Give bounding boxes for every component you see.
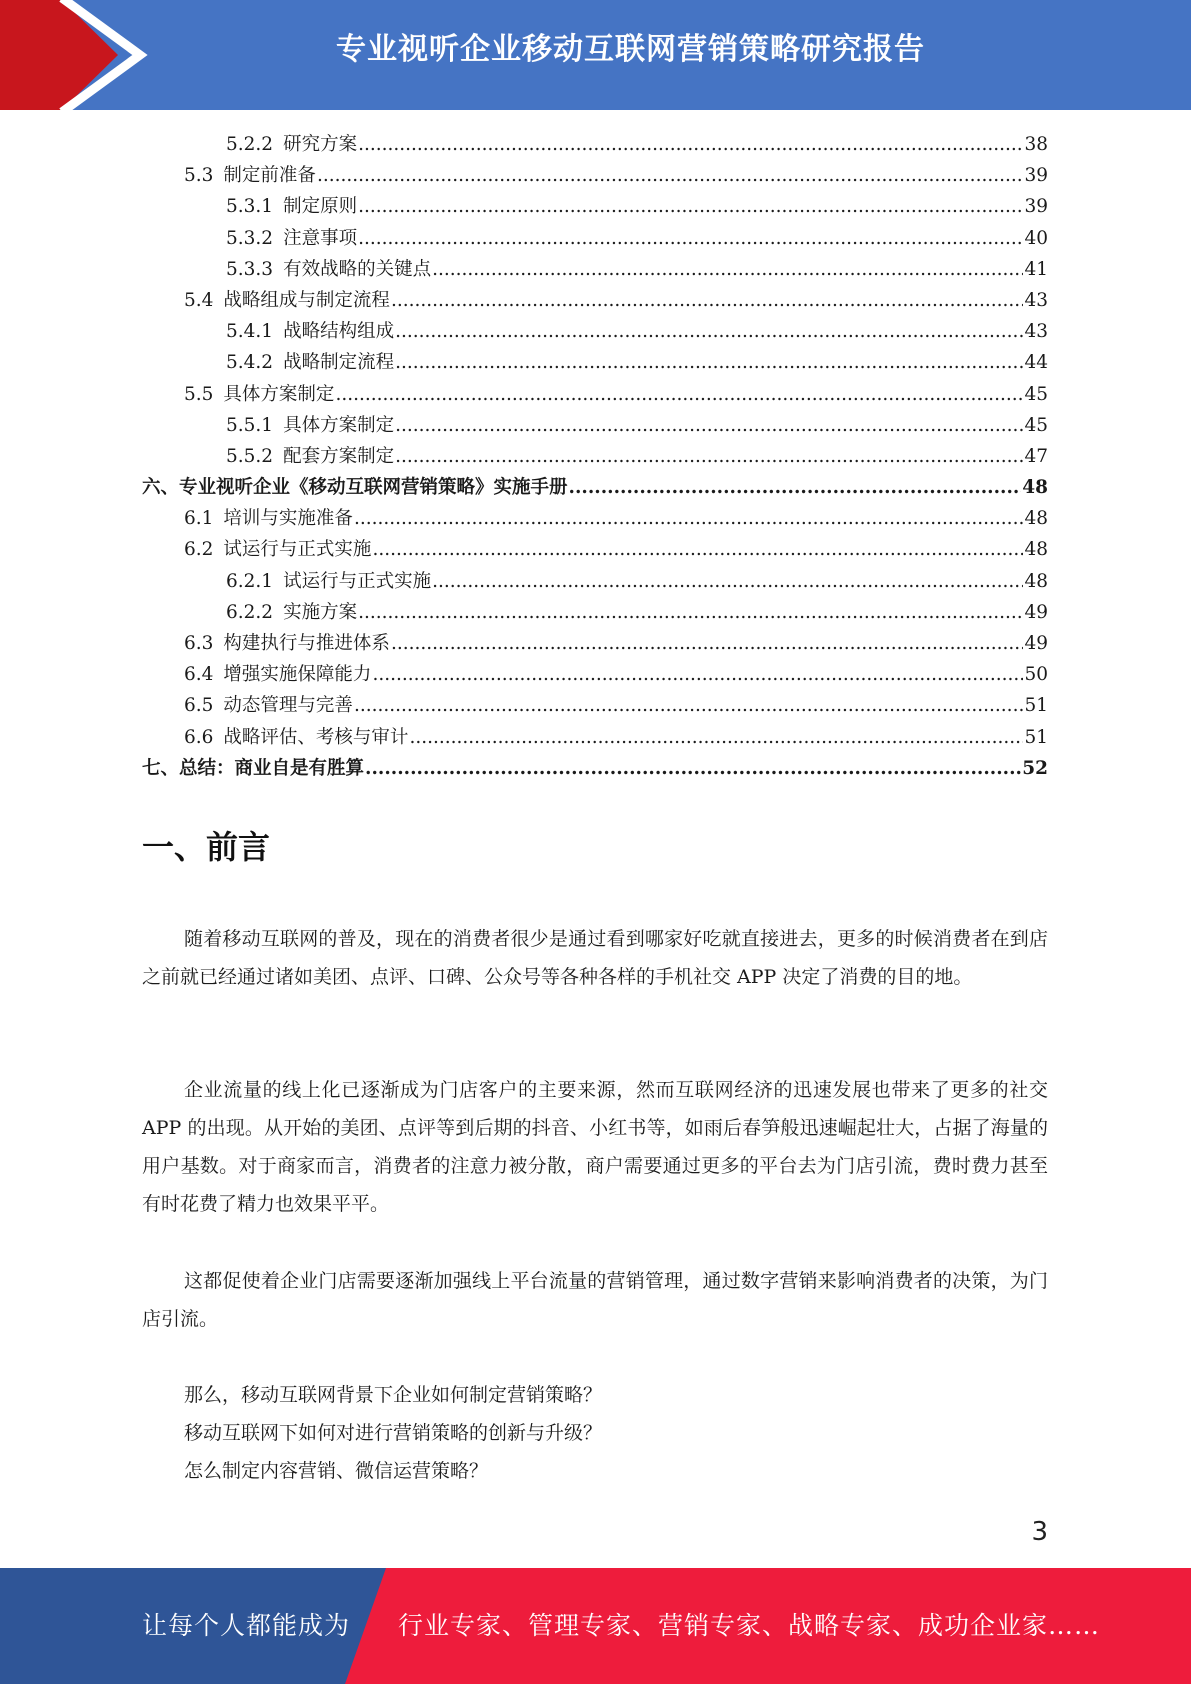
toc-entry-number: 5.5.1 <box>226 414 274 436</box>
toc-entry-title: 构建执行与推进体系 <box>223 633 390 654</box>
question-line: 怎么制定内容营销、微信运营策略？ <box>184 1460 489 1482</box>
toc-entry-number: 6.4 <box>184 664 214 686</box>
toc-entry-number: 6.3 <box>184 633 214 654</box>
toc-entry-number: 6.5 <box>184 695 214 717</box>
header-chevron-decoration <box>0 0 160 110</box>
report-title: 专业视听企业移动互联网营销策略研究报告 <box>336 32 925 67</box>
toc-dot-leader <box>365 753 1021 784</box>
toc-entry[interactable] <box>142 191 1048 222</box>
toc-entry-page: 48 <box>1024 570 1048 592</box>
toc-entry-number: 6.6 <box>184 726 214 748</box>
footer-slogan-left: 让每个人都能成为 <box>142 1611 351 1640</box>
toc-entry[interactable] <box>142 410 1048 441</box>
toc-dot-leader <box>335 379 1023 410</box>
toc-entry-title: 试运行与正式实施 <box>223 539 372 561</box>
toc-dot-leader <box>358 597 1023 628</box>
toc-dot-leader <box>395 441 1023 472</box>
toc-entry-page: 43 <box>1024 289 1048 311</box>
question-list <box>184 1376 602 1490</box>
toc-entry-page: 48 <box>1024 508 1048 530</box>
toc-entry-number: 5.4 <box>184 289 214 311</box>
toc-entry[interactable] <box>142 223 1048 254</box>
toc-dot-leader <box>569 472 1022 503</box>
toc-dot-leader <box>391 628 1024 659</box>
toc-entry[interactable] <box>142 160 1048 191</box>
toc-entry-page: 40 <box>1024 227 1048 249</box>
toc-entry-number: 5.4.1 <box>226 321 274 343</box>
toc-entry[interactable] <box>142 566 1048 597</box>
toc-entry[interactable] <box>142 503 1048 534</box>
toc-entry-page: 52 <box>1022 757 1048 779</box>
toc-dot-leader <box>395 347 1023 378</box>
toc-entry-title: 动态管理与完善 <box>223 695 353 717</box>
toc-entry[interactable] <box>142 379 1048 410</box>
toc-dot-leader <box>358 129 1023 160</box>
toc-entry-title: 战略组成与制定流程 <box>223 289 390 311</box>
toc-entry-title: 制定原则 <box>283 196 358 218</box>
toc-entry-title: 实施方案 <box>283 601 358 623</box>
toc-dot-leader <box>358 223 1023 254</box>
toc-entry[interactable] <box>142 534 1048 565</box>
toc-entry-page: 48 <box>1024 539 1048 561</box>
page-header <box>0 0 1191 110</box>
toc-dot-leader <box>391 285 1024 316</box>
toc-entry-title: 有效战略的关键点 <box>283 258 432 280</box>
toc-entry-page: 45 <box>1024 383 1048 405</box>
toc-entry-title: 战略结构组成 <box>283 321 395 343</box>
toc-entry-title: 配套方案制定 <box>283 445 395 467</box>
toc-entry[interactable] <box>142 472 1048 503</box>
toc-entry[interactable] <box>142 285 1048 316</box>
toc-entry[interactable] <box>142 753 1048 784</box>
toc-entry-page: 47 <box>1024 445 1048 467</box>
toc-entry-page: 48 <box>1022 477 1048 499</box>
toc-entry-title: 增强实施保障能力 <box>223 664 372 686</box>
toc-entry-page: 50 <box>1024 664 1048 686</box>
toc-entry[interactable] <box>142 347 1048 378</box>
footer-slogan-right: 行业专家、管理专家、营销专家、战略专家、成功企业家…… <box>398 1611 1101 1640</box>
toc-entry[interactable] <box>142 628 1048 659</box>
toc-entry-page: 49 <box>1024 601 1048 623</box>
table-of-contents <box>142 129 1048 784</box>
toc-entry-number: 5.3 <box>184 165 214 187</box>
toc-entry[interactable] <box>142 316 1048 347</box>
toc-entry-title: 具体方案制定 <box>283 414 395 436</box>
toc-entry-number: 5.2.2 <box>226 134 274 155</box>
page-number: 3 <box>1031 1517 1048 1547</box>
toc-dot-leader <box>372 659 1023 690</box>
toc-entry-title: 注意事项 <box>283 227 358 249</box>
toc-entry-title: 战略制定流程 <box>283 352 395 374</box>
toc-entry[interactable] <box>142 722 1048 753</box>
toc-entry-page: 39 <box>1024 165 1048 187</box>
toc-entry-page: 41 <box>1024 258 1048 280</box>
page-footer <box>0 1568 1191 1684</box>
toc-dot-leader <box>409 722 1023 753</box>
paragraph: 这都促使着企业门店需要逐渐加强线上平台流量的营销管理，通过数字营销来影响消费者的决策，为门店引流。 <box>142 1270 1048 1330</box>
toc-dot-leader <box>354 503 1024 534</box>
toc-entry-number: 5.3.3 <box>226 258 274 280</box>
toc-entry[interactable] <box>142 441 1048 472</box>
toc-dot-leader <box>372 534 1023 565</box>
toc-entry-page: 39 <box>1024 196 1048 218</box>
toc-entry-page: 45 <box>1024 414 1048 436</box>
toc-entry-number: 5.4.2 <box>226 352 274 374</box>
toc-entry-page: 38 <box>1024 134 1048 155</box>
question-line: 移动互联网下如何对进行营销策略的创新与升级？ <box>184 1422 603 1444</box>
toc-entry-number: 5.5 <box>184 383 214 405</box>
toc-dot-leader <box>317 160 1024 191</box>
toc-entry-page: 51 <box>1024 695 1048 717</box>
toc-entry-page: 44 <box>1024 352 1048 374</box>
toc-entry-number: 6.2.2 <box>226 601 274 623</box>
toc-entry[interactable] <box>142 659 1048 690</box>
toc-entry-title: 制定前准备 <box>223 165 316 187</box>
toc-dot-leader <box>395 316 1023 347</box>
toc-entry-title: 六、专业视听企业《移动互联网营销策略》实施手册 <box>142 477 568 499</box>
toc-entry[interactable] <box>142 690 1048 721</box>
toc-entry-title: 研究方案 <box>283 134 358 155</box>
toc-entry-number: 6.1 <box>184 508 214 530</box>
toc-entry-title: 战略评估、考核与审计 <box>223 726 409 748</box>
toc-entry-number: 5.3.1 <box>226 196 274 218</box>
section-heading: 一、前言 <box>142 828 271 866</box>
toc-entry-page: 51 <box>1024 726 1048 748</box>
toc-entry-number: 5.5.2 <box>226 445 274 467</box>
toc-entry[interactable] <box>142 597 1048 628</box>
question-line: 那么，移动互联网背景下企业如何制定营销策略？ <box>184 1384 603 1406</box>
paragraph: 随着移动互联网的普及，现在的消费者很少是通过看到哪家好吃就直接进去，更多的时候消费者在到店之前就已经通过诸如美团、点评、口碑、公众号等各种各样的手机社交 APP 决定了消费的目的地。 <box>142 928 1048 988</box>
toc-entry-number: 6.2.1 <box>226 570 274 592</box>
toc-dot-leader <box>354 690 1024 721</box>
toc-dot-leader <box>358 191 1023 222</box>
toc-entry[interactable] <box>142 254 1048 285</box>
toc-entry-number: 5.3.2 <box>226 227 274 249</box>
toc-entry-title: 试运行与正式实施 <box>283 570 432 592</box>
toc-entry-page: 49 <box>1024 633 1048 654</box>
toc-dot-leader <box>432 254 1023 285</box>
toc-entry-page: 43 <box>1024 321 1048 343</box>
toc-dot-leader <box>395 410 1023 441</box>
toc-entry-title: 培训与实施准备 <box>223 508 353 530</box>
toc-entry[interactable] <box>142 129 1048 160</box>
toc-entry-number: 6.2 <box>184 539 214 561</box>
toc-entry-title: 七、总结：商业自是有胜算 <box>142 757 365 779</box>
toc-entry-title: 具体方案制定 <box>223 383 335 405</box>
paragraph: 企业流量的线上化已逐渐成为门店客户的主要来源，然而互联网经济的迅速发展也带来了更多的社交 APP 的出现。从开始的美团、点评等到后期的抖音、小红书等，如雨后春笋般迅速崛起壮大，占据了海量的用户基数。对于商家而言，消费者的注意力被分散，商户需要通过更多的平台去为门店引流，费时费力甚至有时花费了精力也效果平平。 <box>142 1079 1048 1215</box>
toc-dot-leader <box>432 566 1023 597</box>
